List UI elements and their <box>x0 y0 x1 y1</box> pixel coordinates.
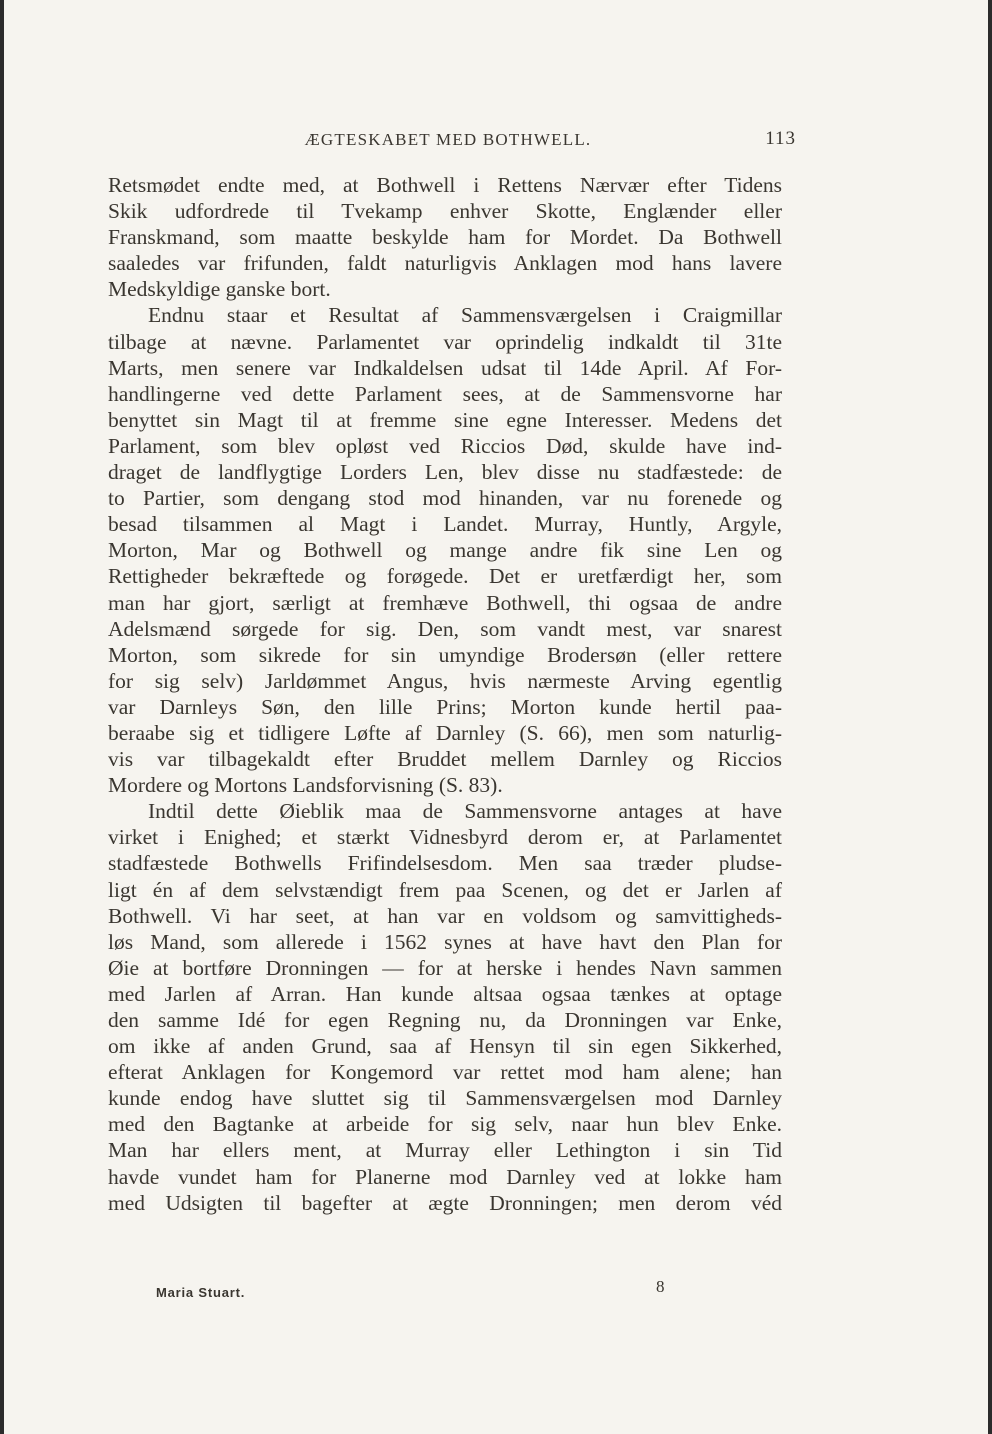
text-line: saaledes var frifunden, faldt naturligvis Anklagen mod hans lavere <box>108 251 782 276</box>
text-line: virket i Enighed; et stærkt Vidnesbyrd derom er, at Parlamentet <box>108 825 782 850</box>
text-line: Man har ellers ment, at Murray eller Lethington i sin Tid <box>108 1138 782 1163</box>
text-line: draget de landflygtige Lorders Len, blev disse nu stadfæstede: de <box>108 460 782 485</box>
text-line: med Udsigten til bagefter at ægte Dronningen; men derom véd <box>108 1190 782 1215</box>
text-line: Rettigheder bekræftede og forøgede. Det er uretfærdigt her, som <box>108 564 782 589</box>
text-line: med Jarlen af Arran. Han kunde altsaa ogsaa tænkes at optage <box>108 981 782 1006</box>
text-line: handlingerne ved dette Parlament sees, at de Sammensvorne har <box>108 381 782 406</box>
page-edge-right <box>988 0 992 1434</box>
sheet-number: 8 <box>656 1277 665 1296</box>
text-line: Parlament, som blev opløst ved Riccios Død, skulde have ind- <box>108 433 782 458</box>
text-line: Retsmødet endte med, at Bothwell i Rettens Nærvær efter Tidens <box>108 173 782 197</box>
page-footer <box>108 1277 782 1307</box>
signature-mark: Maria Stuart. <box>156 1285 246 1300</box>
text-line: den samme Idé for egen Regning nu, da Dronningen var Enke, <box>108 1008 782 1032</box>
running-title: ÆGTESKABET MED BOTHWELL. <box>304 130 592 149</box>
text-line: Mordere og Mortons Landsforvisning (S. 83). <box>108 773 503 798</box>
text-line: Bothwell. Vi har seet, at han var en voldsom og samvittigheds- <box>108 903 782 928</box>
text-line: Adelsmænd sørgede for sig. Den, som vandt mest, var snarest <box>108 616 782 641</box>
text-line: efterat Anklagen for Kongemord var rettet mod ham alene; han <box>108 1060 782 1085</box>
page-number: 113 <box>765 128 796 149</box>
text-line: Franskmand, som maatte beskylde ham for Mordet. Da Bothwell <box>108 225 782 250</box>
text-line: med den Bagtanke at arbeide for sig selv, naar hun blev Enke. <box>108 1112 782 1137</box>
text-line: Skik udfordrede til Tvekamp enhver Skotte, Englænder eller <box>108 199 782 224</box>
text-line: besad tilsammen al Magt i Landet. Murray, Huntly, Argyle, <box>108 512 782 537</box>
text-line: løs Mand, som allerede i 1562 synes at have havt den Plan for <box>108 929 782 954</box>
text-line: Morton, som sikrede for sin umyndige Brodersøn (eller rettere <box>108 642 782 667</box>
text-line: to Partier, som dengang stod mod hinanden, var nu forenede og <box>108 486 782 511</box>
text-line: var Darnleys Søn, den lille Prins; Morton kunde hertil paa- <box>108 694 782 719</box>
text-line: stadfæstede Bothwells Frifindelsesdom. Men saa træder pludse- <box>108 851 782 876</box>
text-line: beraabe sig et tidligere Løfte af Darnley (S. 66), men som naturlig- <box>108 720 782 745</box>
page-header <box>108 124 796 154</box>
text-line: Endnu staar et Resultat af Sammensværgelsen i Craigmillar <box>148 303 782 328</box>
body-text <box>108 172 782 1216</box>
text-line: Morton, Mar og Bothwell og mange andre fik sine Len og <box>108 538 782 563</box>
text-line: ligt én af dem selvstændigt frem paa Scenen, og det er Jarlen af <box>108 877 782 902</box>
text-line: Marts, men senere var Indkaldelsen udsat til 14de April. Af For- <box>108 355 782 380</box>
text-line: man har gjort, særligt at fremhæve Bothwell, thi ogsaa de andre <box>108 590 782 615</box>
text-line: Øie at bortføre Dronningen — for at herske i hendes Navn sammen <box>108 955 782 980</box>
text-line: tilbage at nævne. Parlamentet var oprindelig indkaldt til 31te <box>108 329 782 354</box>
text-line: havde vundet ham for Planerne mod Darnley ved at lokke ham <box>108 1164 782 1189</box>
text-line: for sig selv) Jarldømmet Angus, hvis nærmeste Arving egentlig <box>108 668 782 693</box>
text-line: benyttet sin Magt til at fremme sine egne Interesser. Medens det <box>108 407 782 432</box>
page-edge-left <box>0 0 4 1434</box>
text-line: kunde endog have sluttet sig til Sammensværgelsen mod Darnley <box>108 1086 782 1111</box>
text-line: Indtil dette Øieblik maa de Sammensvorne antages at have <box>148 799 782 824</box>
text-line: vis var tilbagekaldt efter Bruddet mellem Darnley og Riccios <box>108 747 782 772</box>
text-line: Medskyldige ganske bort. <box>108 277 331 302</box>
text-line: om ikke af anden Grund, saa af Hensyn til sin egen Sikkerhed, <box>108 1034 782 1059</box>
